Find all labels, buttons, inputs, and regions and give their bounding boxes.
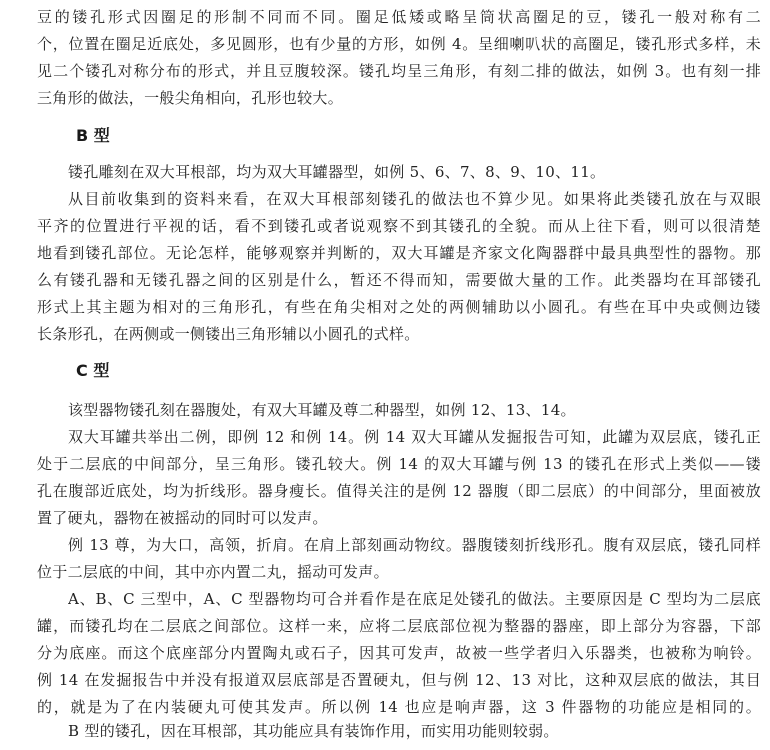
text-line: 该型器物镂孔刻在器腹处，有双大耳罐及尊二种器型，如例 12、13、14。 [68,401,576,419]
text-line: 豆的镂孔形式因圈足的形制不同而不同。圈足低矮或略呈筒状高圈足的豆，镂孔一般对称有二 [37,8,761,26]
text-line: 位于二层底的中间，其中亦内置二丸，摇动可发声。 [37,563,389,581]
text-line: 三角形的做法，一般尖角相向，孔形也较大。 [37,89,344,107]
text-line: 个，位置在圈足近底处，多见圆形，也有少量的方形，如例 4。呈细喇叭状的高圈足，镂孔形式多样，未 [37,35,761,53]
text-line: 地看到镂孔部位。无论怎样，能够观察并判断的，双大耳罐是齐家文化陶器群中最具典型性的器物。那 [37,244,761,262]
text-line: 平齐的位置进行平视的话，看不到镂孔或者说观察不到其镂孔的全貌。而从上往下看，则可以很清楚 [37,217,761,235]
section-heading-c: C 型 [76,361,110,380]
text-line: 形式上其主题为相对的三角形孔，有些在角尖相对之处的两侧辅助以小圆孔。有些在耳中央或侧边镂 [37,298,761,316]
text-line: 分为底座。而这个底座部分内置陶丸或石子，因其可发声，故被一些学者归入乐器类，也被称为响铃。 [37,644,761,662]
text-line: 双大耳罐共举出二例，即例 12 和例 14。例 14 双大耳罐从发掘报告可知，此罐为双层底，镂孔正 [68,428,761,446]
text-line: 见二个镂孔对称分布的形式，并且豆腹较深。镂孔均呈三角形，有刻二排的做法，如例 3。也有刻一排 [37,62,761,80]
text-line: 么有镂孔器和无镂孔器之间的区别是什么，暂还不得而知，需要做大量的工作。此类器均在耳部镂孔 [37,271,761,289]
text-line: 从目前收集到的资料来看，在双大耳根部刻镂孔的做法也不算少见。如果将此类镂孔放在与双眼 [68,190,761,208]
text-line: 例 13 尊，为大口，高领，折肩。在肩上部刻画动物纹。器腹镂刻折线形孔。腹有双层底，镂孔同样 [68,536,761,554]
text-line: B 型的镂孔，因在耳根部，其功能应具有装饰作用，而实用功能则较弱。 [68,722,559,740]
text-line: 孔在腹部近底处，均为折线形。器身瘦长。值得关注的是例 12 器腹（即二层底）的中间部分，里面被放 [37,482,761,500]
text-line: 镂孔雕刻在双大耳根部，均为双大耳罐器型，如例 5、6、7、8、9、10、11。 [68,163,606,181]
text-line: 置了硬丸，器物在被摇动的同时可以发声。 [37,509,328,527]
text-line: 长条形孔，在两侧或一侧镂出三角形辅以小圆孔的式样。 [37,325,420,343]
section-heading-b: B 型 [76,126,110,145]
text-line: 例 14 在发掘报告中并没有报道双层底部是否置硬丸，但与例 12、13 对比，这种双层底的做法，其目 [37,671,761,689]
text-line: 的，就是为了在内装硬丸可使其发声。所以例 14 也应是响声器，这 3 件器物的功能应是相同的。 [37,698,761,716]
text-line: 处于二层底的中间部分，呈三角形。镂孔较大。例 14 的双大耳罐与例 13 的镂孔在形式上类似——镂 [37,455,761,473]
text-line: 罐，而镂孔均在二层底之间部位。这样一来，应将二层底部位视为整器的器座，即上部分为容器，下部 [37,617,761,635]
text-line: A、B、C 三型中，A、C 型器物均可合并看作是在底足处镂孔的做法。主要原因是 C 型均为二层底 [68,590,761,608]
